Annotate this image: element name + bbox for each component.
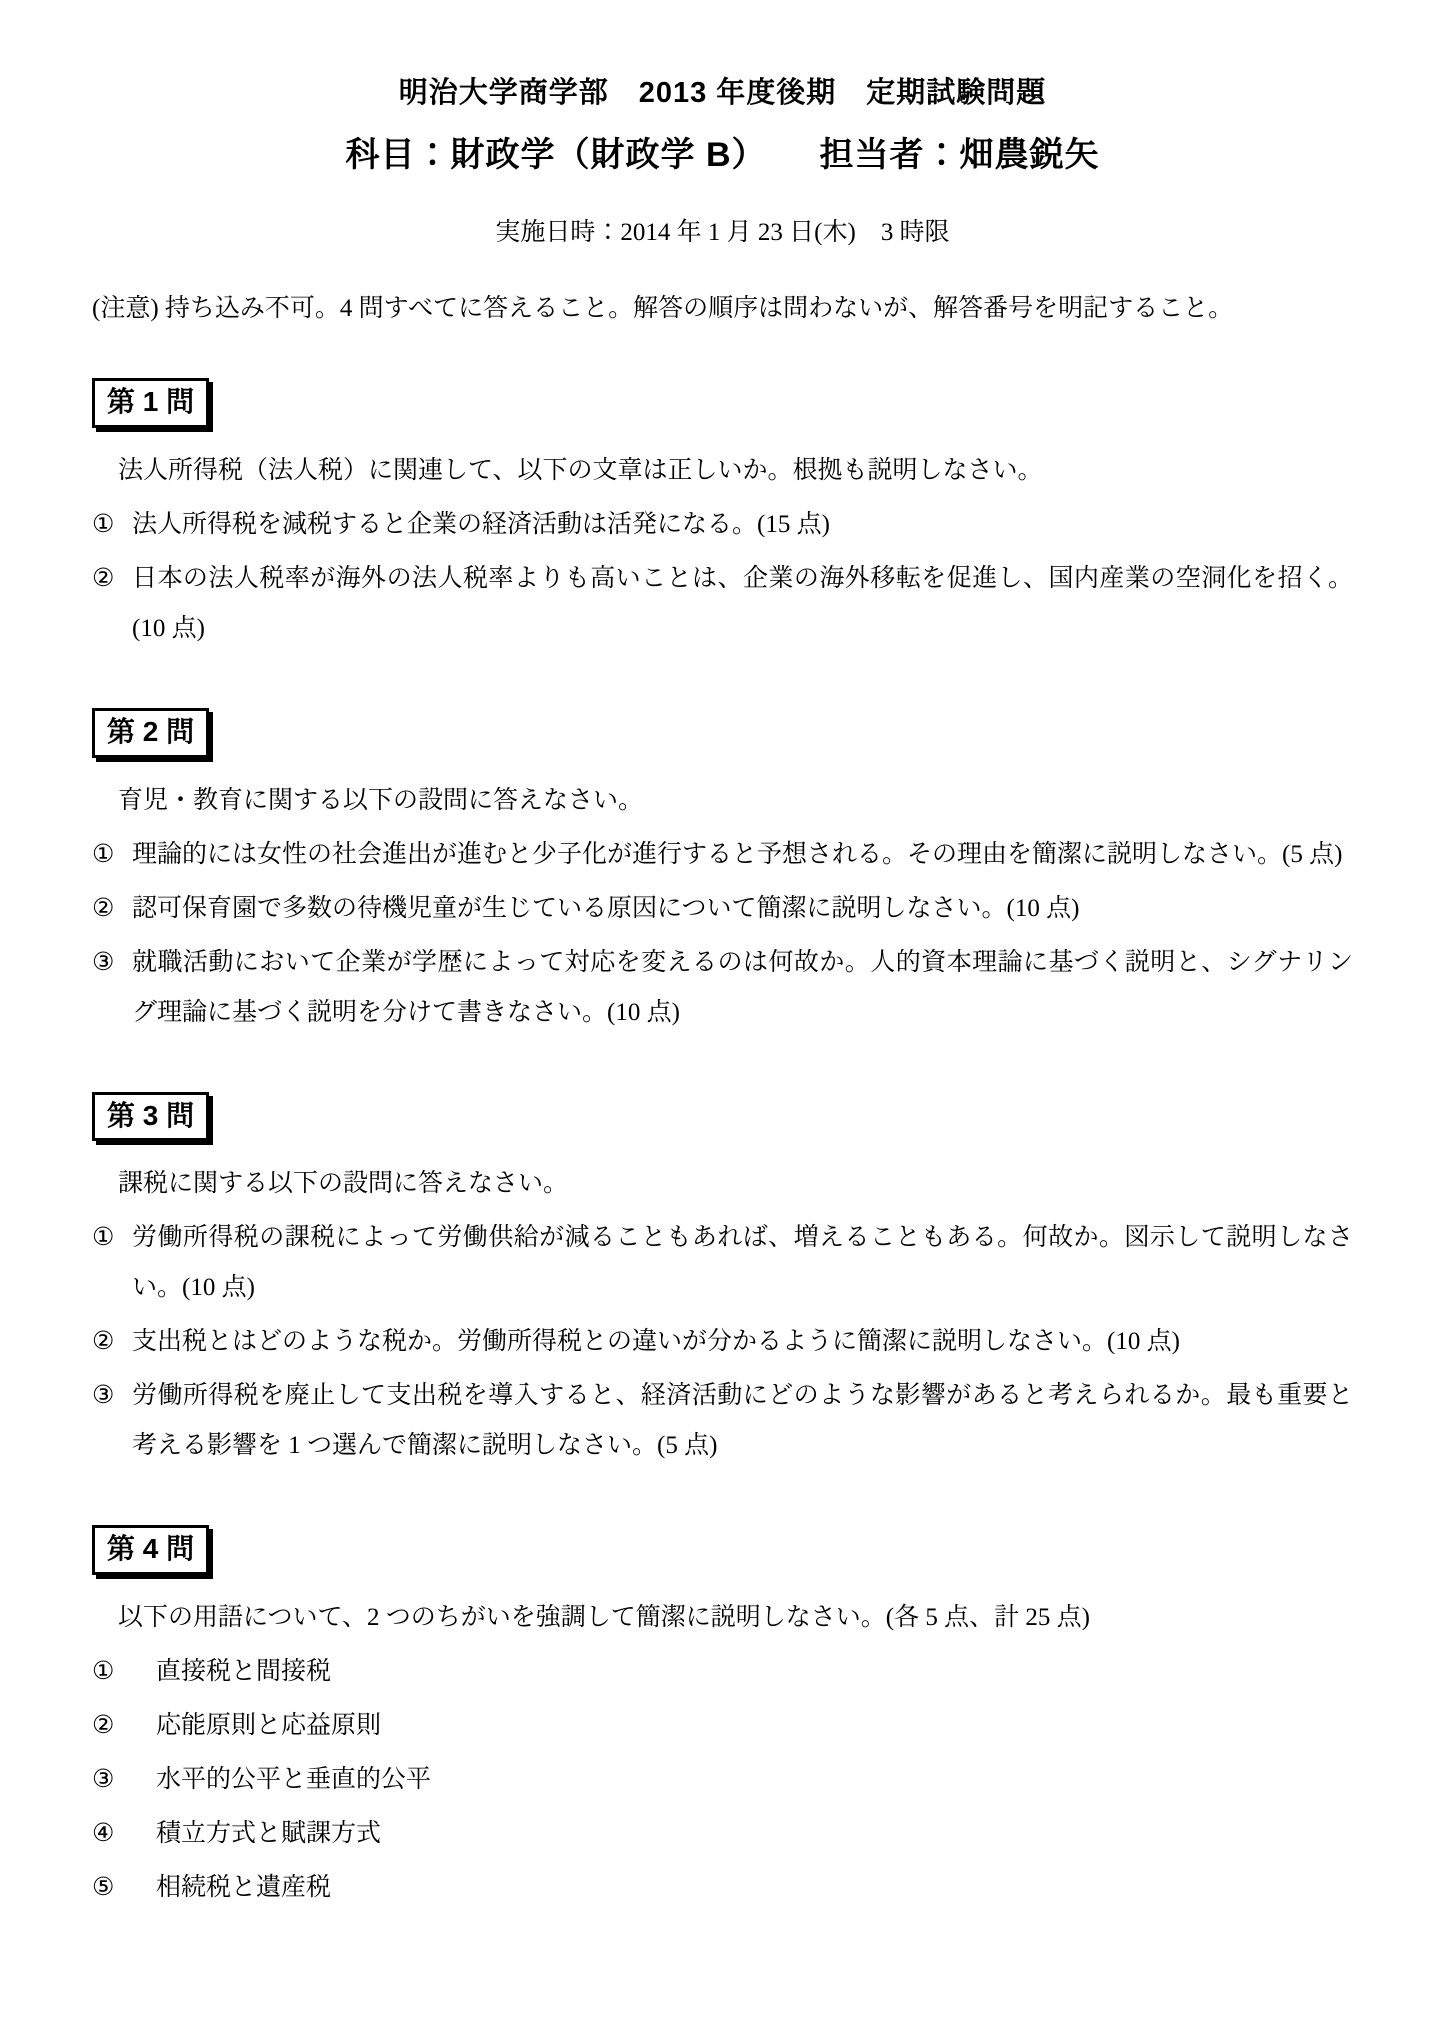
question-heading: 第 4 問 — [92, 1525, 209, 1575]
question-item — [92, 1647, 1353, 1697]
item-number: ③ — [92, 1766, 115, 1794]
item-number: ② — [92, 894, 115, 922]
question-sections — [92, 378, 1353, 1913]
question-item — [92, 1809, 1353, 1859]
question-heading: 第 1 問 — [92, 378, 209, 428]
item-number: ② — [92, 1712, 115, 1740]
item-text: 応能原則と応益原則 — [156, 1712, 382, 1740]
question-section — [92, 1092, 1353, 1472]
question-item — [92, 1701, 1353, 1751]
question-heading: 第 2 問 — [92, 708, 209, 758]
item-number: ① — [92, 1224, 115, 1252]
item-number: ④ — [92, 1820, 115, 1848]
item-number: ⑤ — [92, 1874, 115, 1902]
item-number: ① — [92, 1658, 115, 1686]
question-item — [92, 1317, 1353, 1367]
question-section — [92, 708, 1353, 1038]
item-number: ② — [92, 564, 115, 592]
item-text: 就職活動において企業が学歴によって対応を変えるのは何故か。人的資本理論に基づく説明と、シグナリング理論に基づく説明を分けて書きなさい。(10 点) — [132, 948, 1353, 1026]
item-number: ① — [92, 510, 115, 538]
item-text: 理論的には女性の社会進出が進むと少子化が進行すると予想される。その理由を簡潔に説明しなさい。(5 点) — [132, 840, 1343, 868]
item-text: 法人所得税を減税すると企業の経済活動は活発になる。(15 点) — [132, 510, 830, 538]
item-text: 積立方式と賦課方式 — [156, 1820, 382, 1848]
question-lead: 育児・教育に関する以下の設問に答えなさい。 — [118, 786, 644, 814]
item-text: 認可保育園で多数の待機児童が生じている原因について簡潔に説明しなさい。(10 点) — [132, 894, 1080, 922]
item-number: ③ — [92, 948, 115, 976]
question-item — [92, 554, 1353, 654]
question-item — [92, 884, 1353, 934]
item-number: ① — [92, 840, 115, 868]
question-item — [92, 1755, 1353, 1805]
exam-notice: (注意) 持ち込み不可。4 問すべてに答えること。解答の順序は問わないが、解答番号を明記すること。 — [92, 295, 1234, 322]
document-title: 明治大学商学部 2013 年度後期 定期試験問題 — [398, 77, 1047, 109]
item-text: 日本の法人税率が海外の法人税率よりも高いことは、企業の海外移転を促進し、国内産業の空洞化を招く。(10 点) — [132, 564, 1353, 642]
question-lead: 以下の用語について、2 つのちがいを強調して簡潔に説明しなさい。(各 5 点、計 25 点) — [118, 1604, 1090, 1632]
question-item — [92, 1863, 1353, 1913]
question-heading: 第 3 問 — [92, 1092, 209, 1142]
course-and-instructor-title: 科目：財政学（財政学 B） 担当者：畑農鋭矢 — [345, 136, 1100, 174]
item-text: 直接税と間接税 — [156, 1658, 332, 1686]
item-number: ③ — [92, 1382, 115, 1410]
question-item — [92, 500, 1353, 550]
question-lead: 課税に関する以下の設問に答えなさい。 — [118, 1170, 569, 1198]
item-number: ② — [92, 1328, 115, 1356]
item-text: 支出税とはどのような税か。労働所得税との違いが分かるように簡潔に説明しなさい。(10 点) — [132, 1328, 1180, 1356]
item-text: 労働所得税を廃止して支出税を導入すると、経済活動にどのような影響があると考えられるか。最も重要と考える影響を 1 つ選んで簡潔に説明しなさい。(5 点) — [132, 1382, 1353, 1460]
item-text: 水平的公平と垂直的公平 — [156, 1766, 432, 1794]
item-text: 労働所得税の課税によって労働供給が減ることもあれば、増えることもある。何故か。図示して説明しなさい。(10 点) — [132, 1224, 1353, 1302]
question-item — [92, 938, 1353, 1038]
question-item — [92, 1371, 1353, 1471]
question-section — [92, 378, 1353, 654]
item-text: 相続税と遺産税 — [156, 1874, 332, 1902]
question-section — [92, 1525, 1353, 1913]
exam-datetime: 実施日時：2014 年 1 月 23 日(木) 3 時限 — [495, 219, 950, 246]
question-item — [92, 1213, 1353, 1313]
question-item — [92, 830, 1353, 880]
question-lead: 法人所得税（法人税）に関連して、以下の文章は正しいか。根拠も説明しなさい。 — [118, 456, 1043, 484]
